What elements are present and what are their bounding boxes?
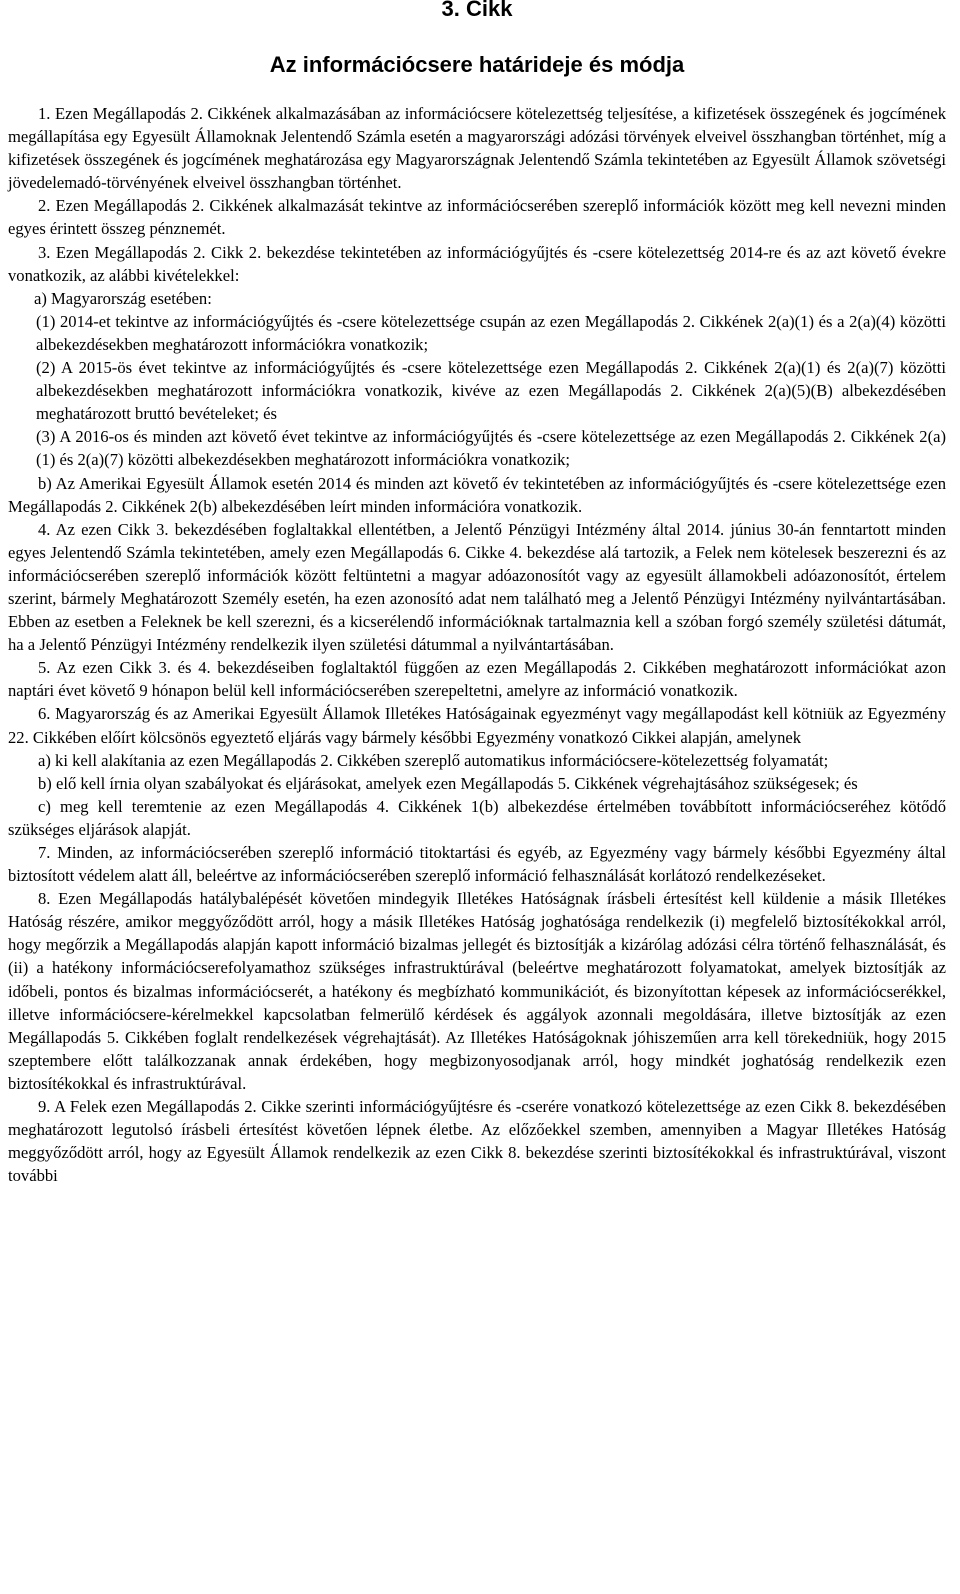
paragraph-9: 9. A Felek ezen Megállapodás 2. Cikke szerinti információgyűjtésre és -cserére vonatkozó kötelezettsége az ezen Cikk 8. bekezdésében meghatározott legutolsó írásbeli értesítést követően lépnek életbe. Az előzőekkel szemben, amennyiben a Magyar Illetékes Hatóság meggyőződött arról, hogy az Egyesült Államok rendelkezik az ezen Cikk 8. bekezdése szerinti biztosítékokkal és infrastruktúrával, viszont további [8, 1097, 946, 1186]
paragraph-8: 8. Ezen Megállapodás hatálybalépését követően mindegyik Illetékes Hatóságnak írásbeli értesítést kell küldenie a másik Illetékes Hatóság részére, amikor meggyőződött arról, hogy a másik Illetékes Hatóság joghatósága rendelkezik (i) megfelelő biztosítékokkal arról, hogy megőrzik a Megállapodás alapján kapott információ bizalmas jellegét és biztosítják a kizárólag adózási célra történő felhasználását, és (ii) a hatékony információcserefolyamathoz szükséges infrastruktúrával (beleértve meghatározott folyamatokat, amelyek biztosítják az időbeli, pontos és bizalmas információcserét, a hatékony és megbízható kommunikációt, és bizonyítottan képesek az információcserékkel, illetve információcsere-kérelmekkel kapcsolatban felmerülő kérdések és aggályok azonnali megoldására, illetve biztosítják az ezen Megállapodás 5. Cikkében foglalt rendelkezések végrehajtását). Az Illetékes Hatóságoknak jóhiszeműen arra kell törekedniük, hogy 2015 szeptembere előtt találkozzanak annak érdekében, hogy megbizonyosodjanak arról, hogy mindkét joghatóság rendelkezik ezen biztosítékokkal és infrastruktúrával. [8, 889, 946, 1093]
paragraph-6b: b) elő kell írnia olyan szabályokat és eljárásokat, amelyek ezen Megállapodás 5. Cikkének végrehajtásához szükségesek; és [38, 773, 858, 793]
paragraph-3a-2: (2) A 2015-ös évet tekintve az információgyűjtés és -csere kötelezettsége ezen Megállapodás 2. Cikkének 2(a)(1) és 2(a)(7) közötti albekezdésekben meghatározott információkra vonatkozik, kivéve az ezen Megállapodás 2. Cikkének 2(a)(5)(B) albekezdésében meghatározott bruttó bevételeket; és [36, 358, 946, 424]
article-title: Az információcsere határideje és módja [269, 52, 685, 77]
paragraph-6a: a) ki kell alakítania az ezen Megállapodás 2. Cikkében szereplő automatikus információcsere-kötelezettség folyamatát; [38, 750, 829, 770]
article-number: 3. Cikk [441, 0, 513, 21]
paragraph-4: 4. Az ezen Cikk 3. bekezdésében foglaltakkal ellentétben, a Jelentő Pénzügyi Intézmény által 2014. június 30-án fenntartott minden egyes Jelentendő Számla tekintetében, amely ezen Megállapodás 6. Cikke 4. bekezdése alá tartozik, a Felek nem kötelesek beszerezni és az információcserében szereplő információk között feltüntetni a magyar adóazonosítót vagy az egyesült államokbeli adóazonosítót, értelem szerint, bármely Meghatározott Személy esetén, ha ezen azonosító adat nem található meg a Jelentő Pénzügyi Intézmény nyilvántartásában. Ebben az esetben a Feleknek be kell szerezni, és a kicserélendő információknak tartalmaznia kell a szóban forgó személy születési dátumát, ha a Jelentő Pénzügyi Intézmény rendelkezik ilyen születési dátummal a nyilvántartásában. [8, 519, 946, 655]
paragraph-7: 7. Minden, az információcserében szereplő információ titoktartási és egyéb, az Egyezmény vagy bármely későbbi Egyezmény által biztosított védelem alatt áll, beleértve az információcserében szereplő információ felhasználását korlátozó rendelkezéseket. [8, 843, 946, 886]
paragraph-3b: b) Az Amerikai Egyesült Államok esetén 2014 és minden azt követő év tekintetében az információgyűjtés és -csere kötelezettsége ezen Megállapodás 2. Cikkének 2(b) albekezdésében leírt minden információra vonatkozik. [8, 473, 946, 516]
article-body [8, 102, 946, 1187]
paragraph-1: 1. Ezen Megállapodás 2. Cikkének alkalmazásában az információcsere kötelezettség teljesítése, a kifizetések összegének és jogcímének megállapítása egy Egyesült Államoknak Jelentendő Számla esetén a magyarországi adózási törvények elveivel összhangban történhet, míg a kifizetések összegének és jogcímének meghatározása egy Magyarországnak Jelentendő Számla tekintetében az Egyesült Államok szövetségi jövedelemadó-törvényének elveivel összhangban történhet. [8, 104, 946, 193]
paragraph-5: 5. Az ezen Cikk 3. és 4. bekezdéseiben foglaltaktól függően az ezen Megállapodás 2. Cikkében meghatározott információkat azon naptári évet követő 9 hónapon belül kell információcserében szerepeltetni, amelyre az információ vonatkozik. [8, 658, 946, 701]
paragraph-6: 6. Magyarország és az Amerikai Egyesült Államok Illetékes Hatóságainak egyezményt vagy megállapodást kell kötniük az Egyezmény 22. Cikkében előírt kölcsönös egyeztető eljárás vagy bármely későbbi Egyezmény vonatkozó Cikkei alapján, amelynek [8, 704, 946, 747]
paragraph-3a-3: (3) A 2016-os és minden azt követő évet tekintve az információgyűjtés és -csere kötelezettsége az ezen Megállapodás 2. Cikkének 2(a)(1) és 2(a)(7) közötti albekezdésekben meghatározott információkra vonatkozik; [36, 427, 946, 470]
paragraph-6c: c) meg kell teremtenie az ezen Megállapodás 4. Cikkének 1(b) albekezdése értelmében továbbított információcseréhez kötődő szükséges eljárások alapját. [8, 796, 946, 839]
paragraph-3: 3. Ezen Megállapodás 2. Cikk 2. bekezdése tekintetében az információgyűjtés és -csere kötelezettség 2014-re és az azt követő évekre vonatkozik, az alábbi kivételekkel: [8, 242, 946, 285]
paragraph-2: 2. Ezen Megállapodás 2. Cikkének alkalmazását tekintve az információcserében szereplő információk között meg kell nevezni minden egyes érintett összeg pénznemét. [8, 196, 946, 239]
paragraph-3a: a) Magyarország esetében: [34, 288, 212, 308]
paragraph-3a-1: (1) 2014-et tekintve az információgyűjtés és -csere kötelezettsége csupán az ezen Megállapodás 2. Cikkének 2(a)(1) és a 2(a)(4) közötti albekezdésekben meghatározott információkra vonatkozik; [36, 311, 946, 354]
